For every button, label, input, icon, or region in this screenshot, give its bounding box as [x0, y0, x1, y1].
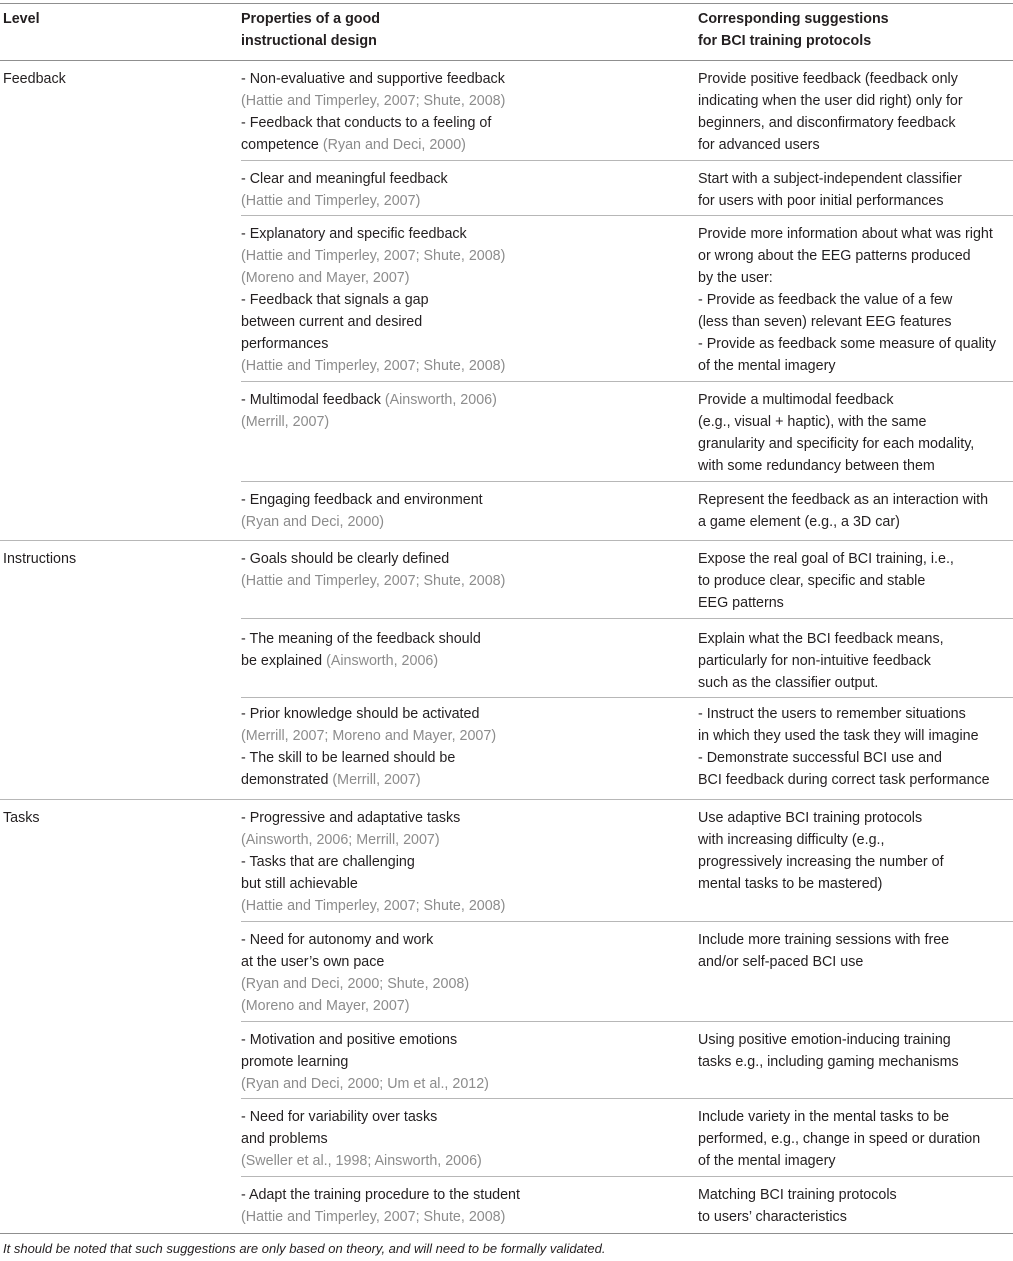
property-text: - Explanatory and specific feedback	[241, 226, 467, 242]
suggestion-cell	[698, 1106, 980, 1172]
suggestion-line: Provide more information about what was right	[698, 226, 993, 242]
property-line	[241, 747, 496, 769]
property-line	[241, 489, 483, 511]
citation: (Moreno and Mayer, 2007)	[241, 998, 410, 1014]
property-line	[241, 223, 505, 245]
property-text: - Progressive and adaptative tasks	[241, 810, 461, 826]
suggestion-line: - Provide as feedback some measure of quality	[698, 336, 997, 352]
property-line	[241, 703, 496, 725]
property-text: - The skill to be learned should be	[241, 750, 456, 766]
level-feedback: Feedback	[3, 71, 66, 87]
property-cell	[241, 168, 448, 212]
property-line	[241, 829, 505, 851]
row-divider	[241, 697, 1013, 698]
citation: (Hattie and Timperley, 2007; Shute, 2008)	[241, 358, 506, 374]
property-line	[241, 190, 448, 212]
header-properties-line: Properties of a good	[241, 11, 381, 27]
property-line	[241, 1206, 520, 1228]
suggestion-line: for users with poor initial performances	[698, 193, 944, 209]
suggestion-line: Explain what the BCI feedback means,	[698, 631, 944, 647]
property-text: - Non-evaluative and supportive feedback	[241, 71, 505, 87]
property-text: - Adapt the training procedure to the student	[241, 1187, 520, 1203]
property-line	[241, 355, 505, 377]
suggestion-cell	[698, 807, 944, 895]
property-text: demonstrated	[241, 772, 333, 788]
row-divider	[241, 481, 1013, 482]
citation: (Merrill, 2007; Moreno and Mayer, 2007)	[241, 728, 497, 744]
property-cell	[241, 223, 505, 377]
suggestion-line: (less than seven) relevant EEG features	[698, 314, 952, 330]
header-properties	[241, 8, 380, 52]
suggestion-line: granularity and specificity for each modality,	[698, 436, 975, 452]
suggestion-cell	[698, 548, 954, 614]
property-text: - Motivation and positive emotions	[241, 1032, 458, 1048]
suggestion-line: (e.g., visual + haptic), with the same	[698, 414, 927, 430]
suggestion-line: tasks e.g., including gaming mechanisms	[698, 1054, 959, 1070]
property-text: - Engaging feedback and environment	[241, 492, 483, 508]
header-suggestions-line: Corresponding suggestions	[698, 11, 889, 27]
suggestion-line: beginners, and disconfirmatory feedback	[698, 115, 956, 131]
suggestion-line: a game element (e.g., a 3D car)	[698, 514, 900, 530]
citation: (Ryan and Deci, 2000)	[241, 514, 385, 530]
suggestion-cell	[698, 703, 990, 791]
property-line	[241, 1106, 482, 1128]
property-text: - Need for variability over tasks	[241, 1109, 438, 1125]
property-text: be explained	[241, 653, 327, 669]
suggestion-line: Matching BCI training protocols	[698, 1187, 897, 1203]
suggestion-cell	[698, 1029, 959, 1073]
row-divider	[241, 1098, 1013, 1099]
property-line	[241, 650, 481, 672]
suggestion-line: Represent the feedback as an interaction with	[698, 492, 989, 508]
property-text: and problems	[241, 1131, 328, 1147]
suggestion-line: Use adaptive BCI training protocols	[698, 810, 923, 826]
citation: (Ryan and Deci, 2000; Um et al., 2012)	[241, 1076, 489, 1092]
property-text: promote learning	[241, 1054, 349, 1070]
row-divider	[241, 1021, 1013, 1022]
suggestion-line: performed, e.g., change in speed or duration	[698, 1131, 981, 1147]
property-text: - Feedback that signals a gap	[241, 292, 429, 308]
property-line	[241, 1073, 489, 1095]
row-divider	[241, 1176, 1013, 1177]
suggestion-line: Provide positive feedback (feedback only	[698, 71, 958, 87]
citation: (Sweller et al., 1998; Ainsworth, 2006)	[241, 1153, 482, 1169]
property-text: competence	[241, 137, 323, 153]
property-cell	[241, 628, 481, 672]
section-rule	[0, 540, 1013, 541]
row-divider	[241, 215, 1013, 216]
property-line	[241, 807, 505, 829]
suggestion-line: indicating when the user did right) only for	[698, 93, 963, 109]
property-line	[241, 895, 505, 917]
property-line	[241, 1184, 520, 1206]
property-text: - The meaning of the feedback should	[241, 631, 481, 647]
suggestion-line: Provide a multimodal feedback	[698, 392, 894, 408]
row-divider	[241, 381, 1013, 382]
citation: (Ainsworth, 2006; Merrill, 2007)	[241, 832, 440, 848]
citation: (Hattie and Timperley, 2007)	[241, 193, 421, 209]
citation: (Hattie and Timperley, 2007; Shute, 2008)	[241, 1209, 506, 1225]
property-line	[241, 134, 505, 156]
suggestion-line: - Demonstrate successful BCI use and	[698, 750, 942, 766]
header-rule	[0, 60, 1013, 61]
row-divider	[241, 618, 1013, 619]
header-level: Level	[3, 11, 40, 27]
citation: (Moreno and Mayer, 2007)	[241, 270, 410, 286]
property-line	[241, 973, 469, 995]
property-line	[241, 168, 448, 190]
suggestion-line: to produce clear, specific and stable	[698, 573, 926, 589]
citation: (Merrill, 2007)	[332, 772, 421, 788]
property-text: at the user’s own pace	[241, 954, 385, 970]
property-line	[241, 769, 496, 791]
suggestion-line: BCI feedback during correct task performance	[698, 772, 990, 788]
property-text: - Prior knowledge should be activated	[241, 706, 480, 722]
suggestion-line: mental tasks to be mastered)	[698, 876, 883, 892]
suggestion-line: for advanced users	[698, 137, 820, 153]
property-text: - Goals should be clearly defined	[241, 551, 450, 567]
property-cell	[241, 489, 483, 533]
property-line	[241, 1051, 489, 1073]
level-instructions: Instructions	[3, 551, 77, 567]
suggestion-line: Include more training sessions with free	[698, 932, 950, 948]
row-divider	[241, 921, 1013, 922]
suggestion-line: by the user:	[698, 270, 773, 286]
row-divider	[241, 160, 1013, 161]
citation: (Hattie and Timperley, 2007; Shute, 2008)	[241, 573, 506, 589]
property-cell	[241, 1106, 482, 1172]
suggestion-cell	[698, 68, 963, 156]
property-cell	[241, 68, 505, 156]
property-line	[241, 851, 505, 873]
property-line	[241, 1128, 482, 1150]
property-cell	[241, 1029, 489, 1095]
property-text: - Multimodal feedback	[241, 392, 385, 408]
property-line	[241, 628, 481, 650]
property-text: - Tasks that are challenging	[241, 854, 415, 870]
suggestion-line: in which they used the task they will imagine	[698, 728, 979, 744]
suggestion-line: Using positive emotion-inducing training	[698, 1032, 951, 1048]
property-line	[241, 112, 505, 134]
suggestion-line: such as the classifier output.	[698, 675, 879, 691]
suggestion-line: with some redundancy between them	[698, 458, 935, 474]
header-properties-line: instructional design	[241, 33, 377, 49]
property-line	[241, 90, 505, 112]
citation: (Ainsworth, 2006)	[326, 653, 439, 669]
suggestion-cell	[698, 223, 996, 377]
property-text: - Feedback that conducts to a feeling of	[241, 115, 492, 131]
property-text: but still achievable	[241, 876, 358, 892]
property-line	[241, 267, 505, 289]
suggestion-line: - Instruct the users to remember situations	[698, 706, 966, 722]
suggestion-line: - Provide as feedback the value of a few	[698, 292, 953, 308]
suggestion-line: of the mental imagery	[698, 1153, 836, 1169]
header-suggestions	[698, 8, 889, 52]
property-line	[241, 725, 496, 747]
suggestion-line: or wrong about the EEG patterns produced	[698, 248, 971, 264]
suggestion-line: with increasing difficulty (e.g.,	[698, 832, 885, 848]
citation: (Ryan and Deci, 2000)	[322, 137, 466, 153]
property-line	[241, 311, 505, 333]
level-tasks: Tasks	[3, 810, 40, 826]
property-cell	[241, 1184, 520, 1228]
property-cell	[241, 548, 505, 592]
property-line	[241, 570, 505, 592]
table-footnote: It should be noted that such suggestions are only based on theory, and will need to be formally validated.	[3, 1241, 606, 1256]
section-rule	[0, 799, 1013, 800]
property-line	[241, 1029, 489, 1051]
property-line	[241, 1150, 482, 1172]
property-cell	[241, 807, 505, 917]
property-line	[241, 995, 469, 1017]
property-cell	[241, 389, 497, 433]
suggestion-line: EEG patterns	[698, 595, 784, 611]
property-line	[241, 929, 469, 951]
property-line	[241, 389, 497, 411]
property-line	[241, 411, 497, 433]
suggestion-line: Include variety in the mental tasks to be	[698, 1109, 950, 1125]
property-text: between current and desired	[241, 314, 423, 330]
property-line	[241, 548, 505, 570]
suggestion-cell	[698, 168, 962, 212]
suggestion-line: Start with a subject-independent classifier	[698, 171, 962, 187]
citation: (Hattie and Timperley, 2007; Shute, 2008)	[241, 898, 506, 914]
suggestion-cell	[698, 389, 974, 477]
property-line	[241, 245, 505, 267]
suggestion-cell	[698, 929, 949, 973]
table-top-rule	[0, 3, 1013, 4]
property-line	[241, 68, 505, 90]
suggestion-cell	[698, 1184, 897, 1228]
property-line	[241, 333, 505, 355]
citation: (Merrill, 2007)	[241, 414, 330, 430]
suggestion-line: to users’ characteristics	[698, 1209, 847, 1225]
property-text: - Need for autonomy and work	[241, 932, 434, 948]
property-line	[241, 511, 483, 533]
citation: (Ryan and Deci, 2000; Shute, 2008)	[241, 976, 470, 992]
citation: (Hattie and Timperley, 2007; Shute, 2008)	[241, 248, 506, 264]
suggestion-line: particularly for non-intuitive feedback	[698, 653, 931, 669]
property-cell	[241, 929, 469, 1017]
header-suggestions-line: for BCI training protocols	[698, 33, 872, 49]
suggestion-line: Expose the real goal of BCI training, i.e.,	[698, 551, 954, 567]
citation: (Ainsworth, 2006)	[384, 392, 497, 408]
property-cell	[241, 703, 496, 791]
property-text: - Clear and meaningful feedback	[241, 171, 448, 187]
suggestion-line: progressively increasing the number of	[698, 854, 944, 870]
property-text: performances	[241, 336, 329, 352]
suggestion-cell	[698, 628, 944, 694]
property-line	[241, 951, 469, 973]
suggestion-cell	[698, 489, 988, 533]
property-line	[241, 289, 505, 311]
table-bottom-rule	[0, 1233, 1013, 1234]
suggestion-line: and/or self-paced BCI use	[698, 954, 864, 970]
citation: (Hattie and Timperley, 2007; Shute, 2008)	[241, 93, 506, 109]
suggestion-line: of the mental imagery	[698, 358, 836, 374]
property-line	[241, 873, 505, 895]
